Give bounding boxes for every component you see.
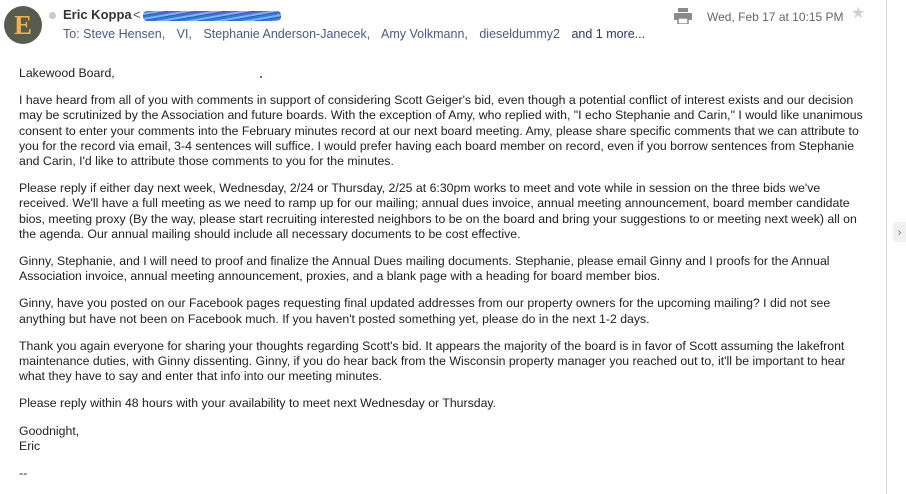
closing: Goodnight,: [19, 423, 80, 438]
signature: Eric: [19, 438, 41, 453]
more-recipients-link[interactable]: and 1 more...: [571, 27, 646, 41]
presence-dot-icon: [49, 12, 56, 19]
signature-separator: --: [19, 466, 28, 481]
recipient[interactable]: Amy Volkmann,: [381, 27, 468, 41]
body-paragraph: Ginny, have you posted on our Facebook pages requesting final updated addresses from our property owners for the upcoming mailing? I did not see anything but have not been on Facebook much. If you haven't posted something yet, please do in the next 1-2 days.: [19, 296, 831, 326]
body-paragraph: Thank you again everyone for sharing your thoughts regarding Scott's bid. It appears the majority of the board is in favor of Scott assuming the lakefront maintenance duties, with Ginny dissenting. Ginny, if you do hear back from the Wisconsin property manager you reached out to, it'll be important to hear what they have to say and enter that info into our meeting minutes.: [19, 338, 846, 384]
star-icon[interactable]: ★: [851, 5, 866, 22]
message-timestamp: Wed, Feb 17 at 10:15 PM: [707, 10, 844, 24]
message-body: [19, 66, 864, 481]
chevron-right-icon[interactable]: ›: [893, 222, 906, 242]
body-paragraph: Please reply within 48 hours with your availability to meet next Wednesday or Thursday.: [19, 396, 497, 411]
sender-email: [133, 7, 281, 22]
sender-name[interactable]: Eric Koppa: [63, 7, 132, 22]
recipient[interactable]: dieseldummy2: [479, 27, 560, 41]
recipient[interactable]: Steve Hensen,: [83, 27, 166, 41]
sender-avatar[interactable]: E: [4, 6, 42, 44]
redacted-email-scribble: [143, 11, 281, 21]
body-paragraph: Please reply if either day next week, Wednesday, 2/24 or Thursday, 2/25 at 6:30pm works to meet and vote while in session on the three bids we've received. We'll have a full meeting as we need to ramp up for our mailing; annual dues invoice, annual meeting announcement, board member candidate bios, meeting proxy (By the way, please start recruiting interested neighbors to be on the board and bring your suggestions to or meeting next week) all on the agenda. Our annual mailing should include all necessary documents to be cost effective.: [19, 181, 857, 241]
message-header: [0, 0, 887, 52]
body-paragraph: Ginny, Stephanie, and I will need to proof and finalize the Annual Dues mailing documents. Stephanie, please email Ginny and I proofs for the Annual Association invoice, annual meeting announcement, proxies, and a blank page with a heading for board member bios.: [19, 254, 830, 284]
print-icon[interactable]: [674, 8, 692, 24]
recipient[interactable]: VI,: [176, 27, 192, 41]
to-label: To:: [63, 27, 80, 41]
sender-email-bracket: <: [133, 7, 141, 22]
recipient[interactable]: Stephanie Anderson-Janecek,: [203, 27, 371, 41]
body-paragraph: I have heard from all of you with comments in support of considering Scott Geiger's bid, even though a potential conflict of interest exists and our decision may be scrutinized by the Association and future boards. With the exception of Amy, who replied with, "I echo Stephanie and Carin," I would like unanimous consent to enter your comments into the February minutes record at our next board meeting. Amy, please share specific comments that we can attribute to you for the record via email, 3-4 sentences will suffice. I would prefer having each board member on record, even if you borrow sentences from Stephanie and Carin, I'd like to attribute those comments to you for the minutes.: [19, 93, 863, 169]
recipients-line: [63, 27, 645, 41]
greeting: Lakewood Board,: [19, 66, 115, 80]
